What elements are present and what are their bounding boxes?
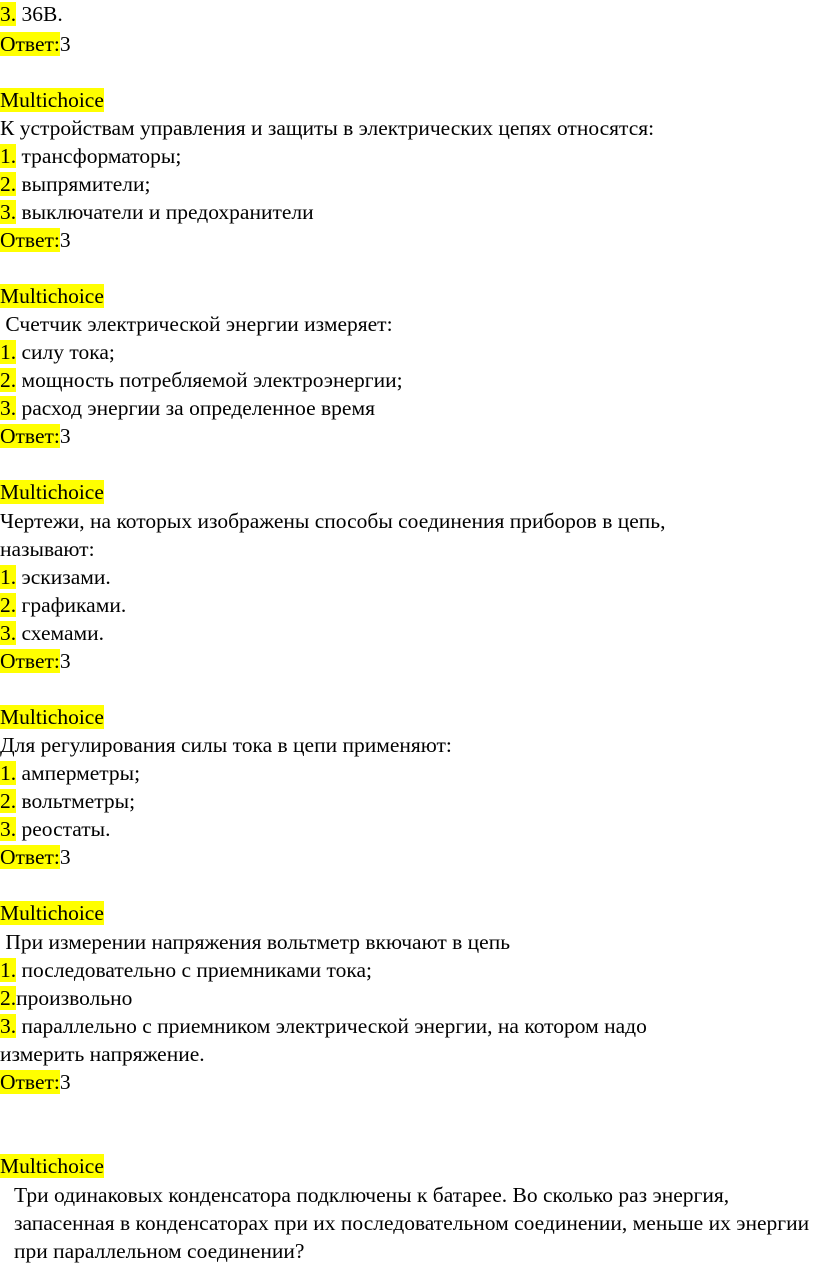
answer-line <box>0 422 71 450</box>
question-tag: Multichoice <box>0 480 104 504</box>
option-text: параллельно с приемником электрической энергии, на котором надо <box>16 1014 647 1038</box>
option-line <box>0 338 115 366</box>
option-text: схемами. <box>16 621 105 645</box>
option-text: амперметры; <box>16 761 141 785</box>
option-text: выпрямители; <box>16 172 151 196</box>
question-stem-cont: называют: <box>0 537 95 561</box>
option-line <box>0 170 151 198</box>
question-stem: Три одинаковых конденсатора подключены к батарее. Во сколько раз энергия, запасенная в конденсаторах при их последовательном соединении, меньше их энергии при параллельном соединении? <box>14 1183 810 1263</box>
option-number: 2. <box>0 789 17 813</box>
option-line <box>0 394 375 422</box>
answer-label: Ответ: <box>0 845 60 869</box>
answer-line <box>0 226 71 254</box>
answer-label: Ответ: <box>0 1070 60 1094</box>
option-line <box>0 142 181 170</box>
option-text: выключатели и предохранители <box>16 200 314 224</box>
option-text: расход энергии за определенное время <box>16 396 375 420</box>
option-text: графиками. <box>16 593 127 617</box>
option-number: 3. <box>0 621 17 645</box>
answer-value: 3 <box>59 32 71 56</box>
answer-line <box>0 1068 71 1096</box>
option-number: 3. <box>0 817 17 841</box>
option-text: произвольно <box>16 986 133 1010</box>
option-line <box>0 787 135 815</box>
option-number: 3. <box>0 200 17 224</box>
answer-value: 3 <box>59 1070 71 1094</box>
option-text: мощность потребляемой электроэнергии; <box>16 368 403 392</box>
answer-value: 3 <box>59 649 71 673</box>
answer-value: 3 <box>59 228 71 252</box>
option-number: 2. <box>0 593 17 617</box>
answer-label: Ответ: <box>0 424 60 448</box>
option-text: эскизами. <box>16 565 111 589</box>
answer-line <box>0 843 71 871</box>
answer-label: Ответ: <box>0 32 60 56</box>
question-stem: При измерении напряжения вольтметр вкючают в цепь <box>0 930 511 954</box>
option-line <box>0 759 140 787</box>
option-number: 1. <box>0 565 17 589</box>
option-number: 1. <box>0 144 17 168</box>
option-number: 3. <box>0 1014 17 1038</box>
answer-label: Ответ: <box>0 228 60 252</box>
question-tag: Multichoice <box>0 901 104 925</box>
answer-line <box>0 30 71 58</box>
question-tag: Multichoice <box>0 88 104 112</box>
question-stem: Счетчик электрической энергии измеряет: <box>0 312 393 336</box>
question-tag: Multichoice <box>0 705 104 729</box>
option-line <box>0 1012 647 1040</box>
option-text: реостаты. <box>16 817 111 841</box>
option-line <box>0 366 403 394</box>
answer-value: 3 <box>59 424 71 448</box>
top-option-line <box>0 0 63 28</box>
question-tag: Multichoice <box>0 1154 104 1178</box>
option-line <box>0 815 110 843</box>
option-number: 1. <box>0 761 17 785</box>
option-number: 1. <box>0 340 17 364</box>
option-number: 2. <box>0 172 17 196</box>
answer-label: Ответ: <box>0 649 60 673</box>
option-number: 2. <box>0 986 17 1010</box>
option-text: трансформаторы; <box>16 144 182 168</box>
option-line <box>0 984 132 1012</box>
option-line <box>0 619 104 647</box>
option-text: последовательно с приемниками тока; <box>16 958 372 982</box>
option-number: 1. <box>0 958 17 982</box>
question-tag: Multichoice <box>0 284 104 308</box>
option-number: 3. <box>0 396 17 420</box>
option-line <box>0 563 111 591</box>
option-number: 2. <box>0 368 17 392</box>
option-line <box>0 956 372 984</box>
option-text-cont: измерить напряжение. <box>0 1042 205 1066</box>
option-number: 3. <box>0 2 17 26</box>
question-stem: Для регулирования силы тока в цепи применяют: <box>0 733 452 757</box>
option-line <box>0 591 126 619</box>
option-line <box>0 198 314 226</box>
answer-line <box>0 647 71 675</box>
question-stem: К устройствам управления и защиты в электрических цепях относятся: <box>0 116 655 140</box>
question-stem: Чертежи, на которых изображены способы соединения приборов в цепь, <box>0 509 666 533</box>
answer-value: 3 <box>59 845 71 869</box>
option-text: 36В. <box>16 2 63 26</box>
option-text: силу тока; <box>16 340 115 364</box>
option-text: вольтметры; <box>16 789 136 813</box>
